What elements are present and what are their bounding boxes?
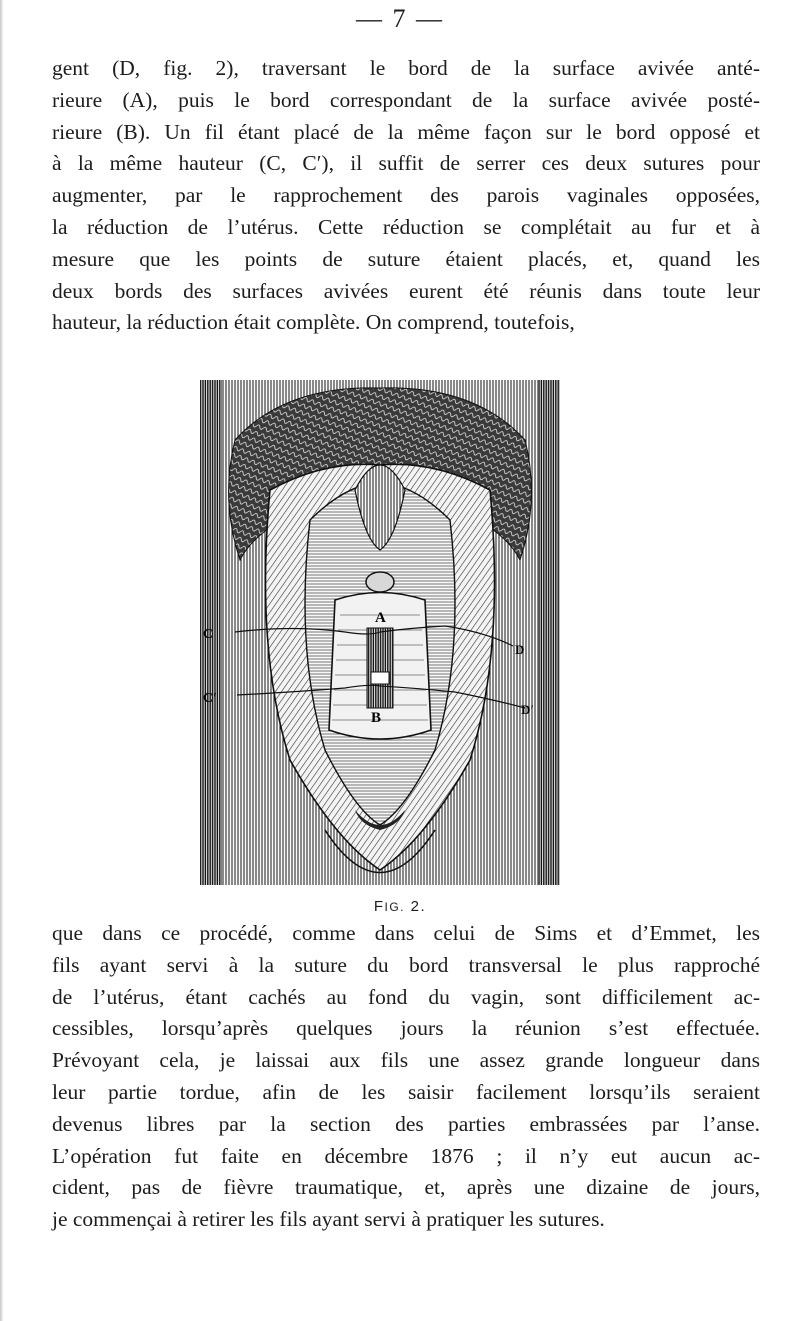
book-spine-shadow bbox=[0, 0, 3, 1321]
text-line: fils ayant servi à la suture du bord transversal le plus rapproché bbox=[52, 952, 760, 977]
text-line: à la même hauteur (C, C′), il suffit de serrer ces deux sutures pour bbox=[52, 151, 760, 176]
text-line: mesure que les points de suture étaient placés, et, quand les bbox=[52, 246, 760, 271]
text-line: leur partie tordue, afin de les saisir facilement lorsqu’ils seraient bbox=[52, 1079, 760, 1104]
text-line: hauteur, la réduction était complète. On comprend, toutefois, bbox=[52, 310, 575, 335]
label-d-prime: D′ bbox=[521, 702, 535, 717]
text-line: devenus libres par la section des parties embrassées par l’anse. bbox=[52, 1111, 760, 1136]
text-line: Prévoyant cela, je laissai aux fils une assez grande longueur dans bbox=[52, 1048, 760, 1073]
figure-caption bbox=[0, 898, 800, 915]
anatomical-engraving bbox=[195, 370, 565, 888]
urethral-meatus bbox=[366, 572, 394, 592]
text-line: L’opération fut faite en décembre 1876 ; il n’y eut aucun ac- bbox=[52, 1143, 760, 1168]
label-b: B bbox=[371, 710, 382, 726]
label-c: C bbox=[203, 627, 214, 642]
text-line: gent (D, fig. 2), traversant le bord de la surface avivée anté- bbox=[52, 56, 760, 80]
paragraph-top bbox=[52, 53, 760, 339]
text-line: augmenter, par le rapprochement des parois vaginales opposées, bbox=[52, 183, 760, 208]
text-line: que dans ce procédé, comme dans celui de Sims et d’Emmet, les bbox=[52, 921, 760, 945]
suture-column bbox=[367, 628, 393, 708]
caption-number: 2. bbox=[410, 898, 427, 915]
text-line: cident, pas de fièvre traumatique, et, après une dizaine de jours, bbox=[52, 1175, 760, 1200]
text-line: rieure (B). Un fil étant placé de la même façon sur le bord opposé et bbox=[52, 119, 760, 144]
label-a: A bbox=[375, 610, 386, 626]
caption-initial: F bbox=[373, 898, 385, 915]
caption-smallcaps: IG. bbox=[384, 900, 405, 914]
paragraph-bottom bbox=[52, 918, 760, 1236]
text-line: rieure (A), puis le bord correspondant de la surface avivée posté- bbox=[52, 87, 760, 112]
text-line: deux bords des surfaces avivées eurent été réunis dans toute leur bbox=[52, 278, 760, 303]
right-edge-shading bbox=[538, 380, 560, 885]
suture-knot bbox=[371, 672, 389, 684]
text-line: de l’utérus, étant cachés au fond du vagin, sont difficilement ac- bbox=[52, 984, 760, 1009]
text-line: la réduction de l’utérus. Cette réduction se complétait au fur et à bbox=[52, 214, 760, 239]
label-c-prime: C′ bbox=[203, 691, 218, 706]
page-number: — 7 — bbox=[356, 4, 444, 33]
engraving-svg bbox=[195, 370, 565, 888]
text-line: je commençai à retirer les fils ayant servi à pratiquer les sutures. bbox=[52, 1207, 605, 1232]
label-d: D bbox=[515, 642, 525, 657]
text-line: cessibles, lorsqu’après quelques jours la réunion s’est effectuée. bbox=[52, 1016, 760, 1041]
